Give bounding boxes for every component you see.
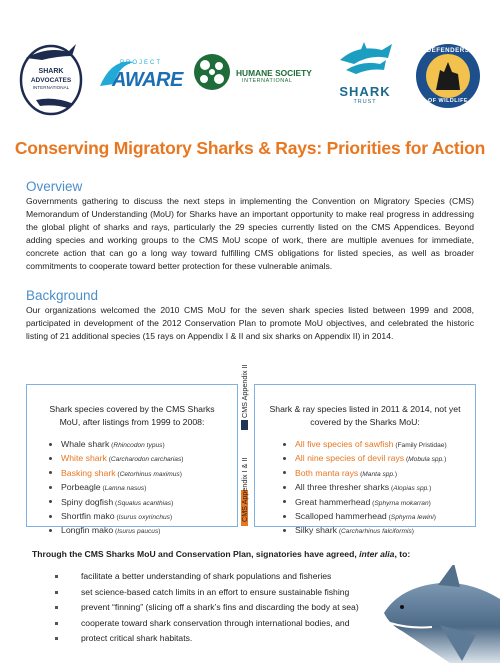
right-item: All three thresher sharks (Alopias spp.) (283, 481, 475, 495)
left-scientific-name: Squalus acanthias (117, 499, 172, 507)
left-common-name: Porbeagle (61, 482, 101, 493)
project-aware-text-1: PROJECT (120, 60, 163, 66)
humane-society-text-1: HUMANE SOCIETY (236, 68, 312, 78)
agreement-lead-suffix: , to: (394, 549, 411, 559)
agreement-actions-list (55, 569, 395, 647)
shark-advocates-text-3: INTERNATIONAL (32, 85, 70, 90)
agreement-action-item: facilitate a better understanding of shark populations and fisheries (55, 569, 395, 585)
shark-trust-text-2: TRUST (353, 99, 377, 105)
left-box-heading: Shark species covered by the CMS Sharks MoU, after listings from 1999 to 2008: (49, 404, 215, 427)
right-scientific-name: Manta spp. (362, 470, 395, 478)
shark-advocates-text-1: SHARK (38, 68, 64, 75)
defenders-text-1: DEFENDERS (426, 47, 470, 54)
right-item: Silky shark (Carcharhinus falciformis) (283, 524, 475, 538)
appendix-ii-marker (241, 420, 248, 430)
appendix-ii-label: CMS Appendix II (240, 364, 249, 418)
right-box-heading: Shark & ray species listed in 2011 & 2014, not yet covered by the Sharks MoU: (269, 404, 461, 427)
shark-advocates-logo (18, 38, 84, 118)
agreement-action-item: protect critical shark habitats. (55, 631, 395, 647)
agreement-lead (32, 549, 410, 559)
right-item: All five species of sawfish (Family Pristidae) (283, 438, 475, 452)
right-common-name: Great hammerhead (295, 496, 371, 507)
right-item: Great hammerhead (Sphyrna mokarran) (283, 496, 475, 510)
partner-logos (18, 38, 482, 118)
left-scientific-name: Isurus oxyrinchus (118, 514, 170, 522)
left-scientific-name: Isurus paucus (117, 528, 159, 536)
project-aware-text-2: AWARE (112, 69, 183, 91)
right-species-box (254, 384, 476, 536)
right-common-name: All five species of sawfish (295, 439, 394, 449)
agreement-action-item: set science-based catch limits in an effort to ensure sustainable fishing (55, 585, 395, 601)
left-scientific-name: Lamna nasus (104, 485, 145, 493)
right-common-name: All three thresher sharks (295, 482, 390, 493)
page-title: Conserving Migratory Sharks & Rays: Priorities for Action (14, 138, 486, 158)
right-scientific-name: Mobula spp. (408, 456, 445, 464)
right-item: Both manta rays (Manta spp.) (283, 467, 475, 481)
overview-paragraph: Governments gathering to discuss the next steps in implementing the Convention on Migratory Species (CMS) Memorandum of Understanding (MoU) for Sharks have an important opportunity to make real progress in addressing the global plight of sharks and rays, particularly the 29 species currently listed on the CMS Appendices. Beyond adding species and working groups to the CMS MoU scope of work, there are multiple avenues for immediate, concrete action that can go a long way toward fulfilling CMS obligations for listed species, as well as broader commitments to cooperate toward better protection for these vulnerable animals. (26, 196, 474, 271)
overview-heading: Overview (26, 179, 83, 194)
left-common-name: Basking shark (61, 467, 116, 478)
background-heading: Background (26, 288, 99, 303)
shark-advocates-text-2: ADVOCATES (30, 77, 72, 84)
left-item: Basking shark (Cetorhinus maximus) (49, 467, 237, 481)
left-item: Shortfin mako (Isurus oxyrinchus) (49, 510, 237, 524)
defenders-text-2: OF WILDLIFE (428, 98, 468, 104)
agreement-lead-italic: inter alia (359, 549, 395, 559)
left-item: White shark (Carcharodon carcharias) (49, 452, 237, 466)
humane-society-logo (192, 52, 312, 102)
right-scientific-name: Family Pristidae (397, 442, 445, 449)
defenders-of-wildlife-logo (414, 42, 482, 110)
agreement-action-item: prevent “finning” (slicing off a shark’s fins and discarding the body at sea) (55, 600, 395, 616)
left-species-box (26, 384, 238, 536)
left-common-name: Whale shark (61, 439, 110, 449)
right-common-name: Silky shark (295, 525, 337, 536)
appendix-i-ii-label: CMS Appendix I & II (240, 457, 249, 522)
agreement-lead-prefix: Through the CMS Sharks MoU and Conservation Plan, signatories have agreed, (32, 549, 360, 559)
shark-photo (380, 565, 500, 663)
right-item: All nine species of devil rays (Mobula spp.) (283, 452, 475, 466)
left-species-list (49, 438, 237, 539)
left-scientific-name: Carcharodon carcharias (110, 456, 182, 464)
right-scientific-name: Alopias spp. (393, 485, 430, 493)
left-item: Porbeagle (Lamna nasus) (49, 481, 237, 495)
left-common-name: Longfin mako (61, 525, 114, 536)
left-item: Spiny dogfish (Squalus acanthias) (49, 496, 237, 510)
right-species-list (283, 438, 475, 539)
shark-trust-logo (334, 40, 396, 116)
right-scientific-name: Sphyrna mokarran (374, 499, 429, 507)
agreement-action-item: cooperate toward shark conservation through international bodies, and (55, 616, 395, 632)
shark-trust-fish-icon (334, 40, 396, 84)
right-scientific-name: Sphyrna lewini (390, 514, 434, 522)
project-aware-logo (98, 52, 183, 102)
left-common-name: White shark (61, 453, 107, 464)
humane-society-text-2: INTERNATIONAL (242, 78, 293, 84)
humane-society-animals-icon (192, 52, 232, 92)
right-common-name: Both manta rays (295, 467, 359, 478)
background-paragraph: Our organizations welcomed the 2010 CMS MoU for the seven shark species listed between 1999 and 2008, participated in development of the 2012 Conservation Plan to promote MoU objectives, and celebrated the historic listing of 21 additional species (15 rays on Appendix I & II and six sharks on Appendix II) in 2014. (26, 305, 474, 341)
left-common-name: Shortfin mako (61, 511, 115, 522)
right-scientific-name: Carcharhinus falciformis (341, 528, 412, 536)
right-common-name: All nine species of devil rays (295, 453, 405, 464)
left-scientific-name: Cetorhinus maximus (119, 470, 180, 478)
right-item: Scalloped hammerhead (Sphyrna lewini) (283, 510, 475, 524)
right-common-name: Scalloped hammerhead (295, 511, 387, 522)
left-item: Longfin mako (Isurus paucus) (49, 524, 237, 538)
shark-trust-text-1: SHARK (339, 84, 391, 99)
left-scientific-name: Rhincodon typus (113, 442, 163, 449)
left-common-name: Spiny dogfish (61, 496, 114, 507)
left-item: Whale shark (Rhincodon typus) (49, 438, 237, 452)
